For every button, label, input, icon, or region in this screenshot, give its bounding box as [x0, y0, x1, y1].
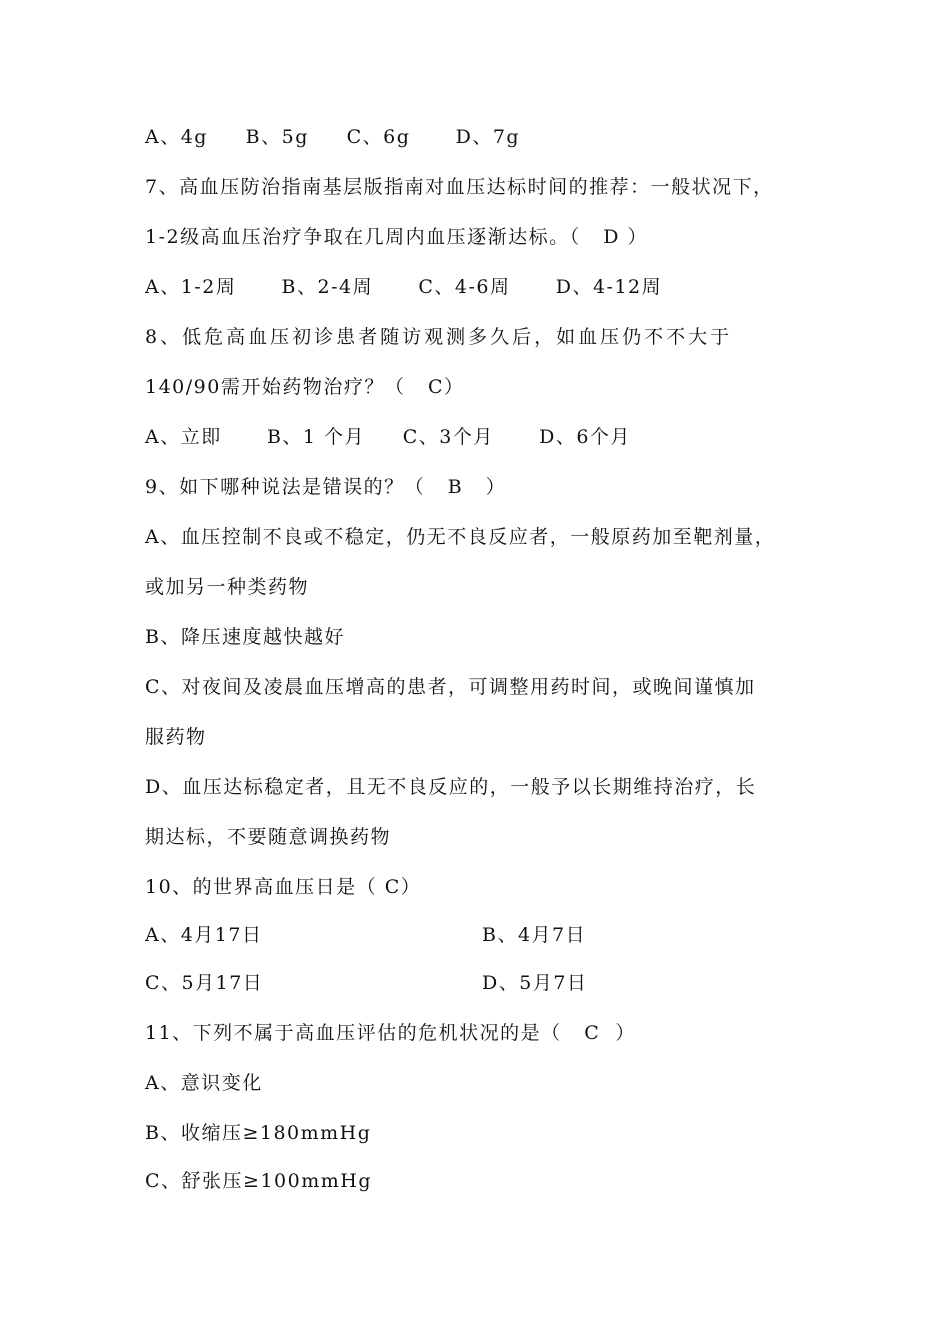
q11-option-a: A、意识变化 — [145, 1072, 263, 1094]
q10-option-d: D、5月7日 — [482, 972, 588, 994]
q7-text-line2: 1-2级高血压治疗争取在几周内血压逐渐达标。（ D ） — [145, 226, 648, 248]
q9-option-a-line2: 或加另一种类药物 — [145, 576, 310, 598]
q9-option-b: B、降压速度越快越好 — [145, 626, 345, 648]
q6-options: A、4g B、5g C、6g D、7g — [145, 126, 521, 148]
q9-option-d-line1: D、血压达标稳定者，且无不良反应的，一般予以长期维持治疗，长 — [145, 776, 757, 798]
q7-options: A、1-2周 B、2-4周 C、4-6周 D、4-12周 — [145, 276, 663, 298]
q11-option-c: C、舒张压≥100mmHg — [145, 1170, 372, 1192]
q8-options: A、立即 B、1 个月 C、3个月 D、6个月 — [145, 426, 631, 448]
q11-option-b: B、收缩压≥180mmHg — [145, 1122, 372, 1144]
q9-option-c-line2: 服药物 — [145, 726, 207, 748]
q11-text: 11、下列不属于高血压评估的危机状况的是（ C ） — [145, 1022, 636, 1044]
q10-option-c: C、5月17日 — [145, 972, 264, 994]
q9-text: 9、如下哪种说法是错误的？（ B ） — [145, 476, 507, 498]
q7-text-line1: 7、高血压防治指南基层版指南对血压达标时间的推荐：一般状况下， — [145, 176, 774, 198]
q10-option-b: B、4月7日 — [482, 924, 587, 946]
q9-option-a-line1: A、血压控制不良或不稳定，仍无不良反应者，一般原药加至靶剂量， — [145, 526, 776, 548]
q9-option-c-line1: C、对夜间及凌晨血压增高的患者，可调整用药时间，或晚间谨慎加 — [145, 676, 756, 698]
q8-text-line2: 140/90需开始药物治疗？（ C） — [145, 376, 465, 398]
q9-option-d-line2: 期达标，不要随意调换药物 — [145, 826, 392, 848]
q8-text-line1: 8、低危高血压初诊患者随访观测多久后，如血压仍不不大于 — [145, 326, 733, 348]
q10-text: 10、的世界高血压日是（ C） — [145, 876, 422, 898]
q10-option-a: A、4月17日 — [145, 924, 263, 946]
